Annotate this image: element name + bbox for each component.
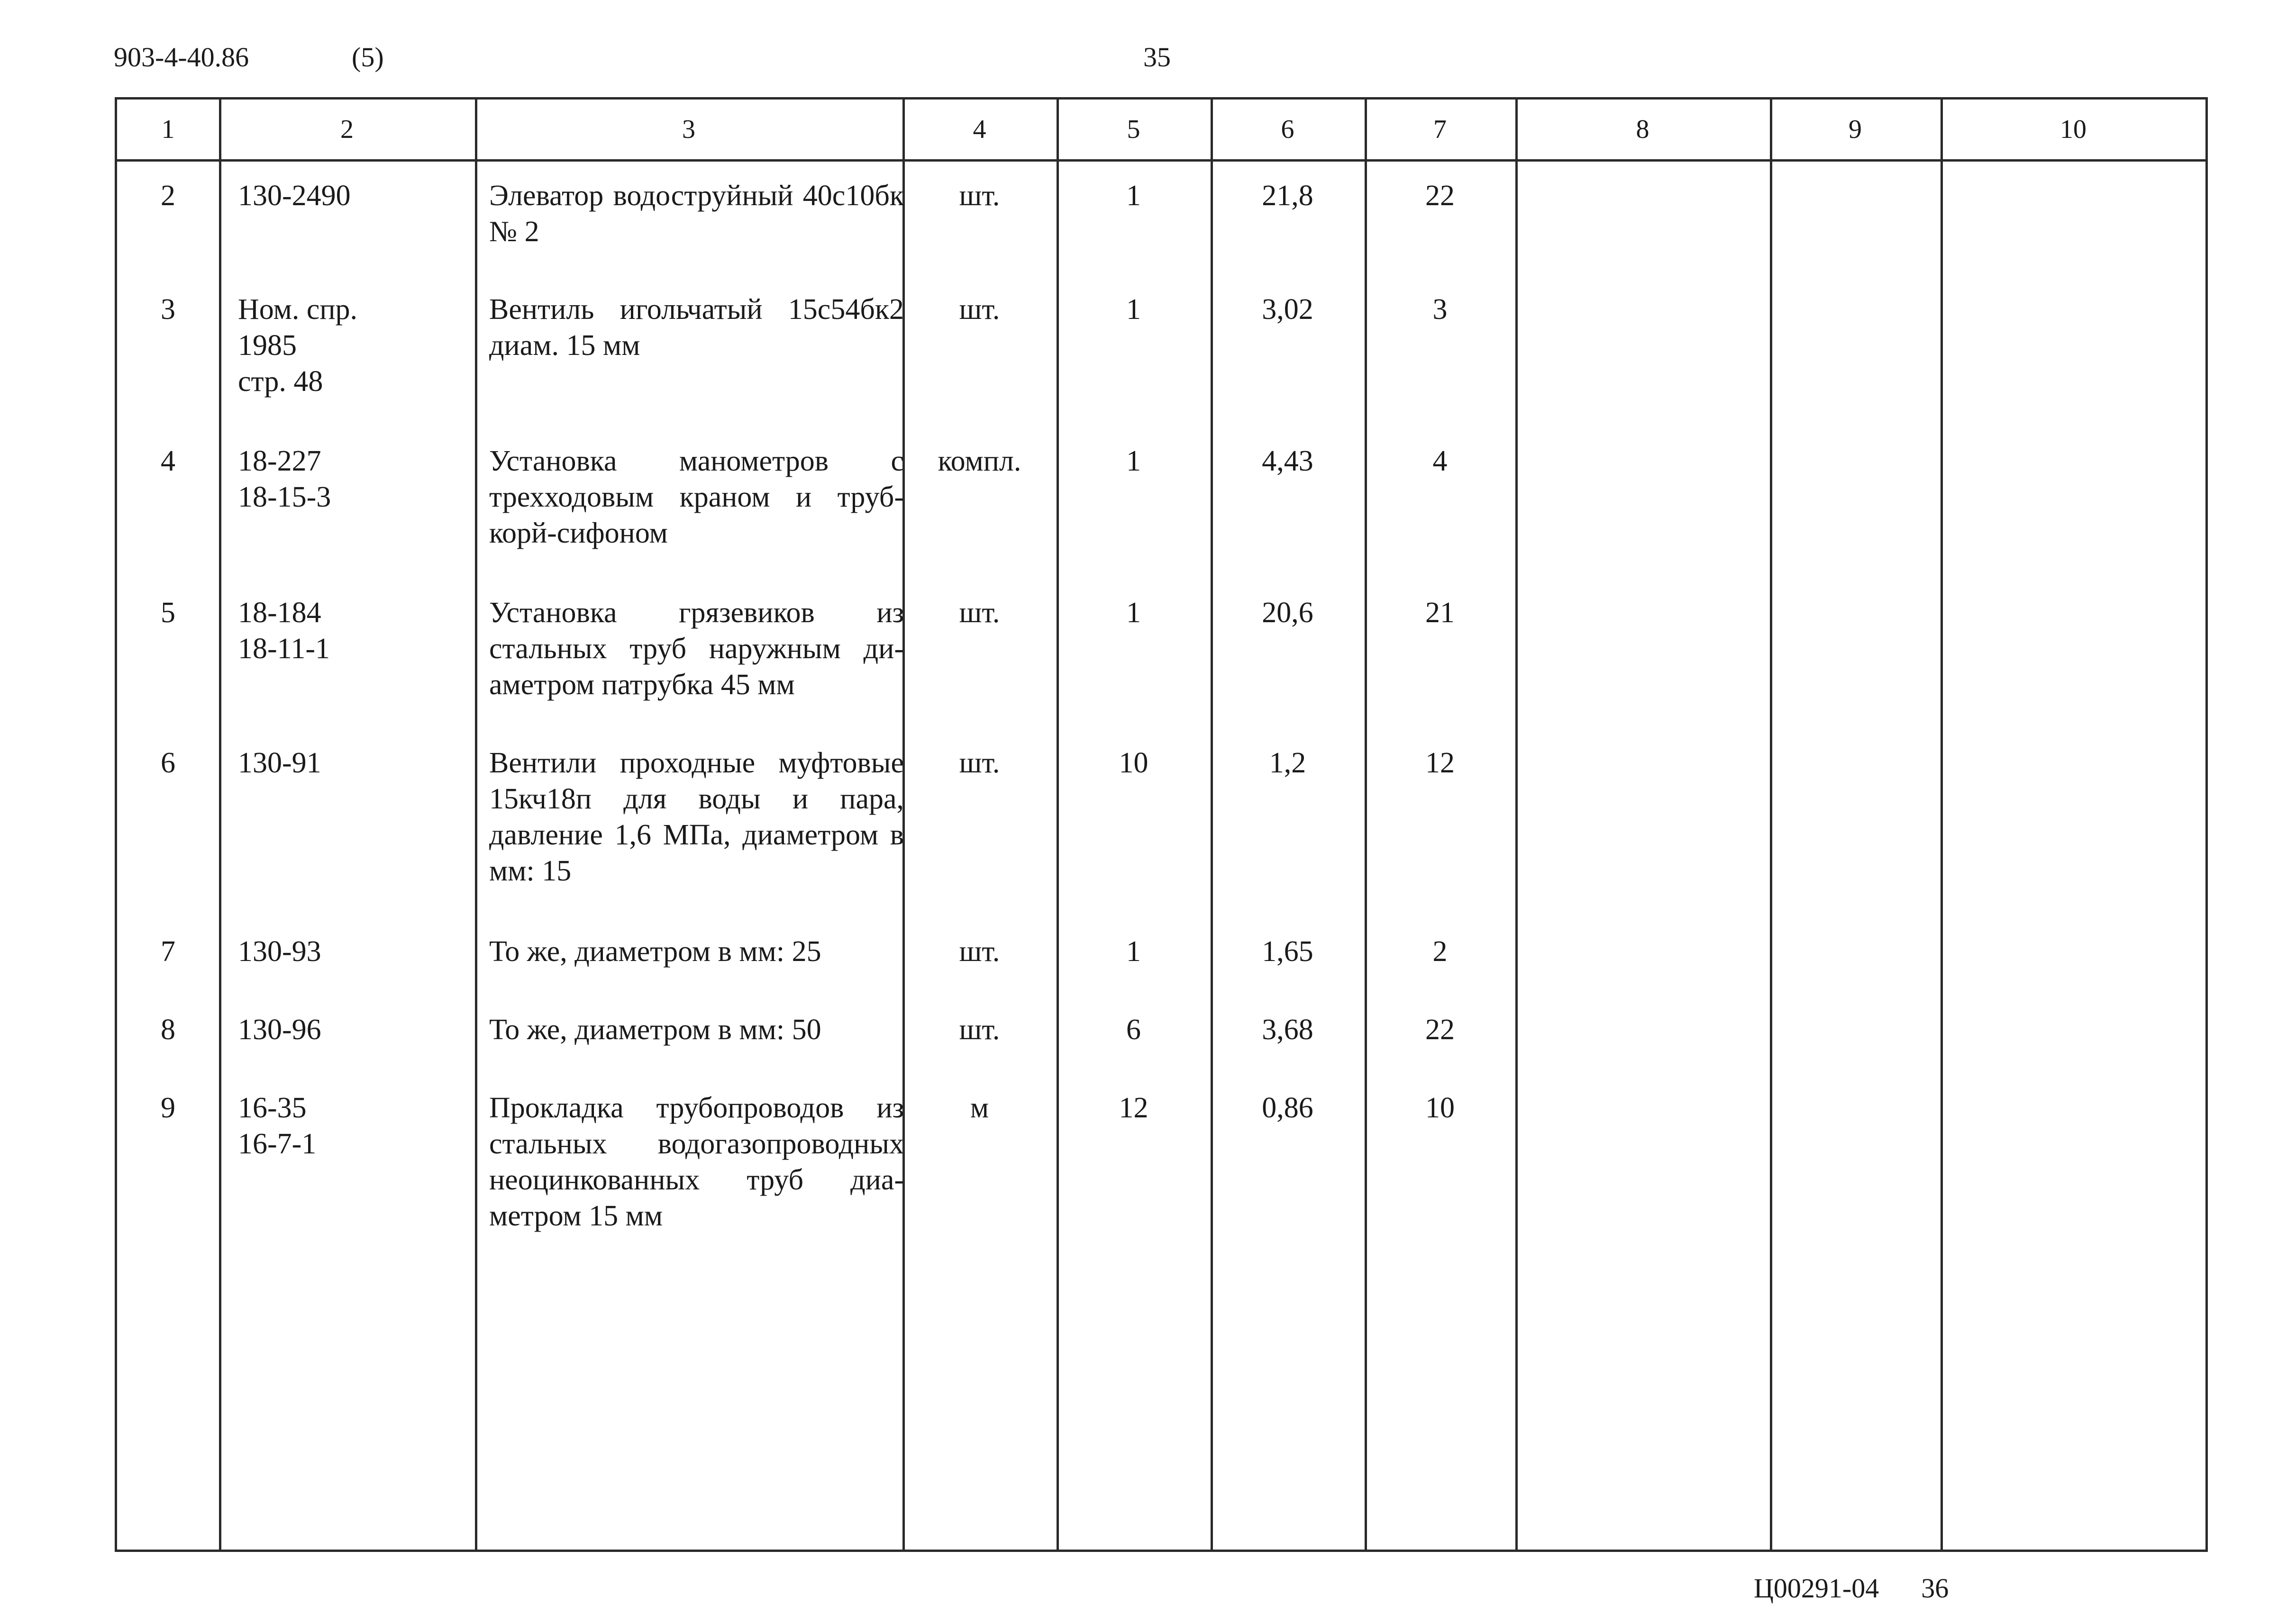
price-code: 18-184 18-11-1 — [238, 597, 330, 665]
item-name: Установка грязевиков из стальных труб наружным диаметром патрубка 45 мм — [489, 597, 904, 701]
quantity: 1 — [1126, 293, 1141, 326]
document-code: 903-4-40.86 — [114, 42, 249, 73]
total: 4 — [1432, 445, 1448, 477]
unit: шт. — [959, 293, 1000, 326]
column-number-3: 3 — [682, 115, 695, 144]
price-code: 18-227 18-15-3 — [238, 445, 331, 513]
column-number-6: 6 — [1281, 115, 1294, 144]
unit-price: 3,68 — [1262, 1014, 1313, 1046]
column-number-9: 9 — [1849, 115, 1862, 144]
price-code: 130-91 — [238, 747, 321, 779]
quantity: 12 — [1119, 1092, 1148, 1124]
column-divider — [1770, 100, 1772, 1550]
unit-price: 21,8 — [1262, 180, 1313, 212]
unit-price: 4,43 — [1262, 445, 1313, 477]
unit-price: 1,2 — [1269, 747, 1306, 779]
quantity: 1 — [1126, 597, 1141, 629]
unit: шт. — [959, 180, 1000, 212]
column-number-2: 2 — [340, 115, 354, 144]
column-divider — [1515, 100, 1518, 1550]
column-number-5: 5 — [1127, 115, 1140, 144]
price-code: 130-93 — [238, 935, 321, 968]
total: 12 — [1425, 747, 1455, 779]
item-name: То же, диаметром в мм: 25 — [489, 935, 821, 968]
quantity: 1 — [1126, 180, 1141, 212]
price-code: 130-2490 — [238, 180, 351, 212]
footer — [1754, 1572, 1949, 1604]
price-code: Ном. спр. 1985 стр. 48 — [238, 293, 358, 398]
unit-price: 3,02 — [1262, 293, 1313, 326]
row-number: 5 — [161, 597, 175, 629]
unit: шт. — [959, 935, 1000, 968]
unit-price: 20,6 — [1262, 597, 1313, 629]
row-number: 3 — [161, 293, 175, 326]
price-code: 16-35 16-7-1 — [238, 1092, 317, 1160]
column-divider — [219, 100, 221, 1550]
quantity: 1 — [1126, 445, 1141, 477]
sheet-number: (5) — [352, 42, 384, 73]
page-number: 35 — [1143, 42, 1171, 73]
total: 21 — [1425, 597, 1455, 629]
unit: компл. — [938, 445, 1021, 477]
total: 10 — [1425, 1092, 1455, 1124]
total: 3 — [1432, 293, 1448, 326]
column-number-10: 10 — [2060, 115, 2086, 144]
unit-price: 1,65 — [1262, 935, 1313, 968]
price-code: 130-96 — [238, 1014, 321, 1046]
unit-price: 0,86 — [1262, 1092, 1313, 1124]
unit: м — [970, 1092, 989, 1124]
quantity: 1 — [1126, 935, 1141, 968]
total: 22 — [1425, 180, 1455, 212]
quantity: 6 — [1126, 1014, 1141, 1046]
quantity: 10 — [1119, 747, 1148, 779]
header-divider — [117, 159, 2205, 162]
column-number-4: 4 — [973, 115, 986, 144]
estimate-table — [115, 97, 2208, 1552]
item-name: То же, диаметром в мм: 50 — [489, 1014, 821, 1046]
row-number: 8 — [161, 1014, 175, 1046]
column-number-8: 8 — [1636, 115, 1649, 144]
column-divider — [475, 100, 477, 1550]
row-number: 6 — [161, 747, 175, 779]
item-name: Вентиль игольчатый 15с54бк2 диам. 15 мм — [489, 293, 904, 362]
column-number-7: 7 — [1433, 115, 1447, 144]
row-number: 7 — [161, 935, 175, 968]
footer-code: Ц00291-04 — [1754, 1573, 1879, 1604]
unit: шт. — [959, 1014, 1000, 1046]
unit: шт. — [959, 747, 1000, 779]
item-name: Вентили проходные муфтовые 15кч18п для воды и пара, давление 1,6 МПа, диаметром в мм: 15 — [489, 747, 904, 887]
total: 2 — [1432, 935, 1448, 968]
row-number: 4 — [161, 445, 175, 477]
row-number: 2 — [161, 180, 175, 212]
column-number-1: 1 — [161, 115, 175, 144]
item-name: Установка манометров с трехходовым краном и трубкорй-сифоном — [489, 445, 904, 549]
total: 22 — [1425, 1014, 1455, 1046]
row-number: 9 — [161, 1092, 175, 1124]
item-name: Прокладка трубопроводов из стальных водогазопроводных неоцинкованных труб диаметром 15 мм — [489, 1092, 904, 1232]
unit: шт. — [959, 597, 1000, 629]
item-name: Элеватор водоструйный 40с10бк № 2 — [489, 180, 904, 248]
column-divider — [1941, 100, 1943, 1550]
footer-page: 36 — [1921, 1573, 1949, 1604]
